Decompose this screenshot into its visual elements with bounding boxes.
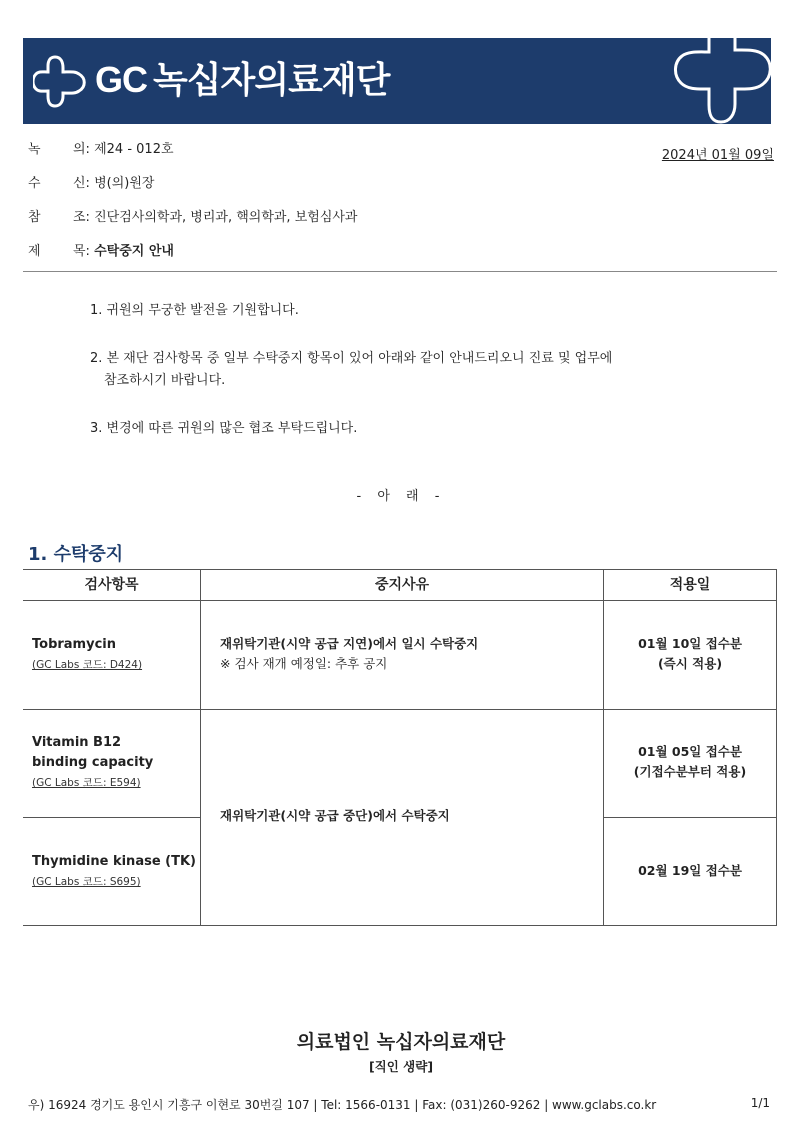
test-code: (GC Labs 코드: D424) xyxy=(32,659,143,671)
table-row-3-date: 02월 19일 접수분 xyxy=(638,863,742,878)
divider xyxy=(23,271,777,272)
subject: 수탁중지 안내 xyxy=(94,244,174,259)
table-row-3-item xyxy=(32,852,196,892)
test-name: Vitamin B12 xyxy=(32,735,122,750)
table-row-border xyxy=(603,817,777,818)
paragraph-1: 1. 귀원의 무궁한 발전을 기원합니다. xyxy=(90,303,299,318)
test-name-2: binding capacity xyxy=(32,755,154,770)
test-name: Tobramycin xyxy=(32,637,116,652)
table-right-border xyxy=(776,569,777,926)
paragraph-3: 3. 변경에 따른 귀원의 많은 협조 부탁드립니다. xyxy=(90,421,358,436)
table-bottom-border xyxy=(23,925,777,926)
table-row-2-item xyxy=(32,733,153,793)
table-row-2-date: 01월 05일 접수분 (기접수분부터 적용) xyxy=(633,744,747,779)
test-code: (GC Labs 코드: S695) xyxy=(32,876,141,888)
stop-reason: 재위탁기관(시약 공급 중단)에서 수탁중지 xyxy=(220,808,450,823)
document-number-row: 녹 의: 제24 - 012호 xyxy=(28,142,174,157)
recipient-row: 수 신: 병(의)원장 xyxy=(28,176,155,191)
table-row-1-date: 01월 10일 접수분 (즉시 적용) xyxy=(638,636,742,671)
paragraph-2a: 2. 본 재단 검사항목 중 일부 수탁중지 항목이 있어 아래와 같이 안내드리오니 진료 및 업무에 xyxy=(90,351,613,366)
footer-organization: 의료법인 녹십자의료재단 xyxy=(296,1031,506,1053)
table-row-1-item xyxy=(32,635,142,675)
header-banner xyxy=(23,38,771,124)
table-header-test-item: 검사항목 xyxy=(84,577,139,593)
footer-address: 우) 16924 경기도 용인시 기흥구 이현로 30번길 107 | Tel: 1566-0131 | Fax: (031)260-9262 | www.gclabs.co.kr xyxy=(28,1098,657,1112)
seal-omitted-note: [직인 생략] xyxy=(368,1059,434,1074)
table-row-border xyxy=(23,817,201,818)
table-header-border xyxy=(23,600,777,601)
table-header-reason: 중지사유 xyxy=(374,577,430,593)
document-date: 2024년 01월 09일 xyxy=(661,148,774,163)
reference-row: 참 조: 진단검사의학과, 병리과, 핵의학과, 보험심사과 xyxy=(28,210,358,225)
paragraph-2b: 참조하시기 바랍니다. xyxy=(104,373,226,388)
resume-note: ※ 검사 재개 예정일: 추후 공지 xyxy=(220,656,388,671)
recipient: 병(의)원장 xyxy=(94,176,155,191)
table-header-date: 적용일 xyxy=(669,577,711,593)
table-row-1-reason xyxy=(220,634,478,674)
gc-cross-logo-icon xyxy=(33,54,89,108)
brand-name: 녹십자의료재단 xyxy=(153,60,390,101)
table-column-divider xyxy=(200,569,201,926)
notice-separator: - 아 래 - xyxy=(356,489,446,504)
reference: 진단검사의학과, 병리과, 핵의학과, 보험심사과 xyxy=(94,210,358,225)
section-title: 1. 수탁중지 xyxy=(28,544,124,565)
subject-row: 제 목: 수탁중지 안내 xyxy=(28,244,174,259)
stop-reason: 재위탁기관(시약 공급 지연)에서 일시 수탁중지 xyxy=(220,636,479,651)
decorative-cross-icon xyxy=(669,38,771,124)
page-number: 1/1 xyxy=(750,1096,770,1110)
test-code: (GC Labs 코드: E594) xyxy=(32,777,141,789)
table-row-border xyxy=(23,709,777,710)
brand-logo-text xyxy=(95,52,389,103)
test-name: Thymidine kinase (TK) xyxy=(32,854,196,869)
document-number: 제24 - 012호 xyxy=(94,142,174,157)
brand-gc: GC xyxy=(95,59,147,100)
table-row-2-reason xyxy=(220,806,450,826)
